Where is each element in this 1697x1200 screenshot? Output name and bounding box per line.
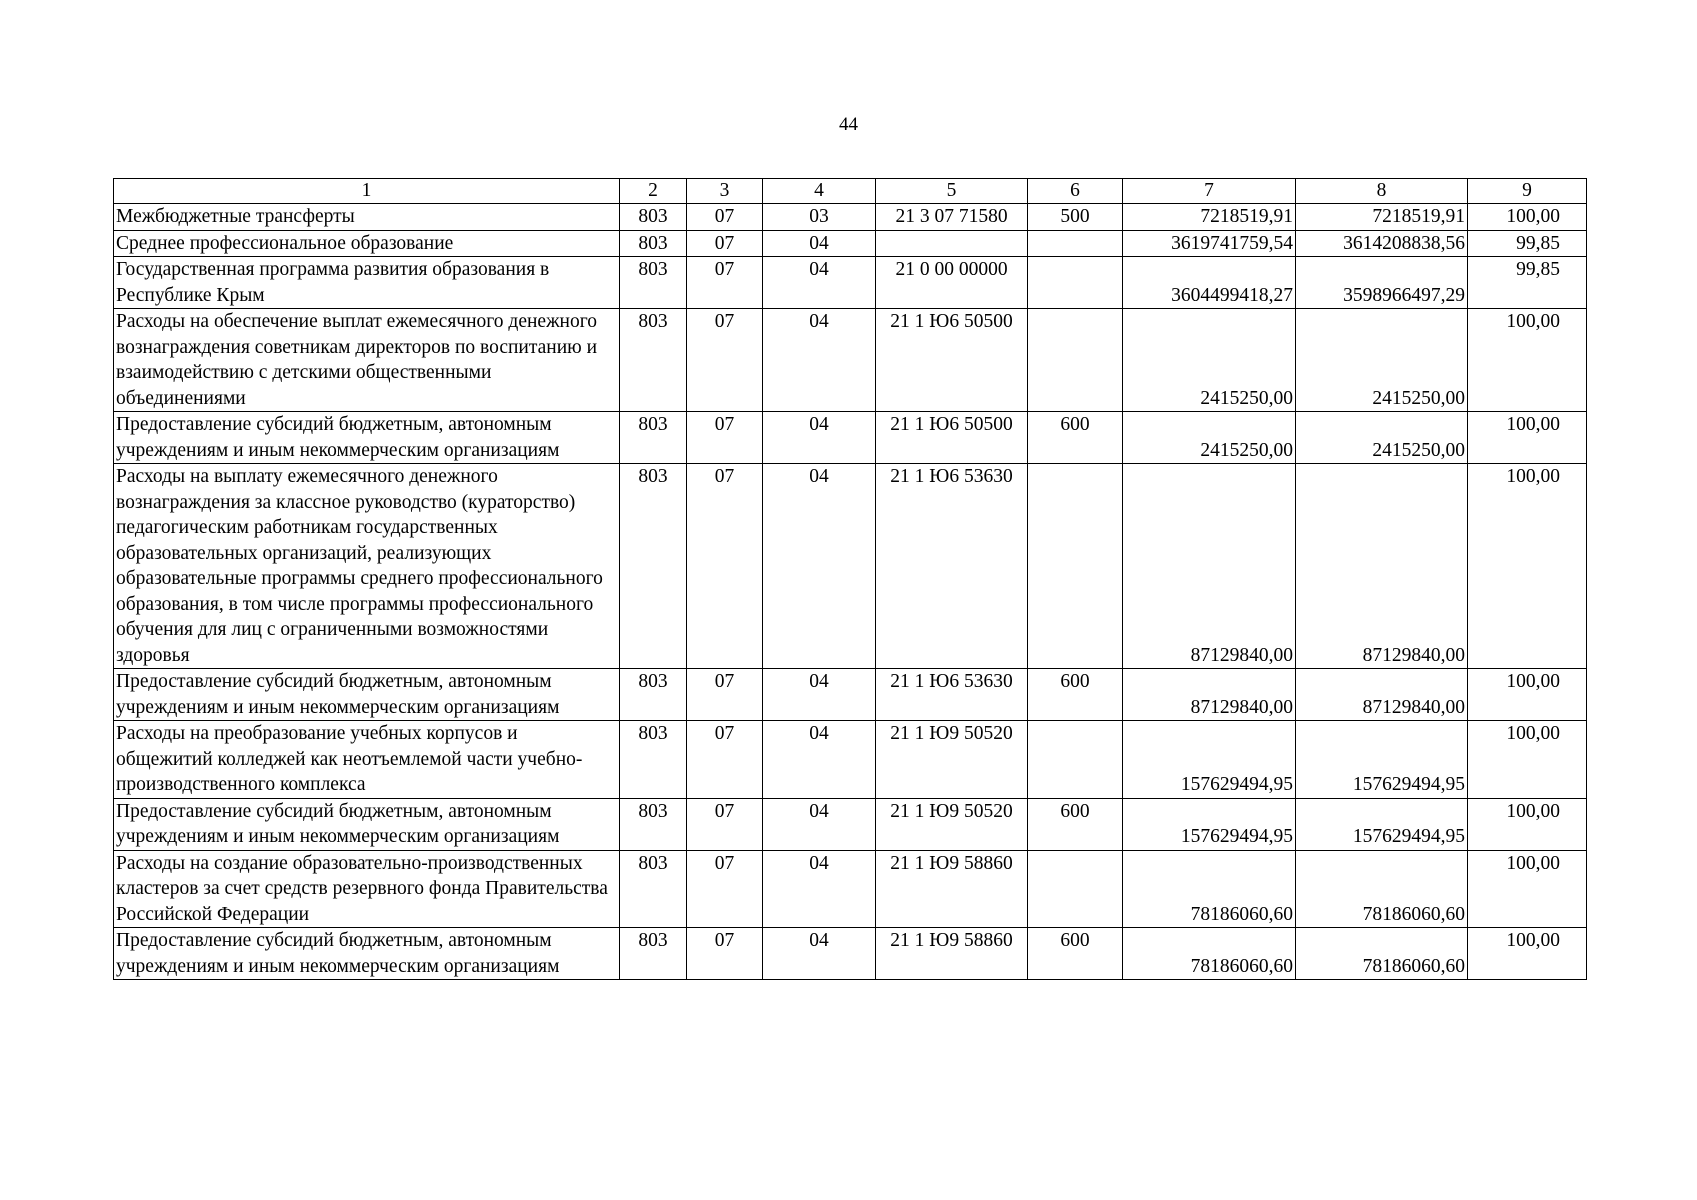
executed-amount-cell: 157629494,95: [1296, 721, 1468, 799]
planned-amount-cell: 2415250,00: [1123, 412, 1296, 464]
section-code-cell: 07: [687, 850, 763, 928]
expense-type-cell: 600: [1028, 798, 1123, 850]
planned-amount-cell: 157629494,95: [1123, 798, 1296, 850]
execution-percent-cell: 99,85: [1468, 257, 1587, 309]
target-article-cell: 21 0 00 00000: [876, 257, 1028, 309]
planned-amount-cell: 3619741759,54: [1123, 230, 1296, 257]
executed-amount-cell: 3614208838,56: [1296, 230, 1468, 257]
ministry-code-cell: 803: [620, 230, 687, 257]
expense-name-cell: Среднее профессиональное образование: [114, 230, 620, 257]
execution-percent-cell: 100,00: [1468, 464, 1587, 669]
header-cell: 6: [1028, 179, 1123, 204]
executed-amount-cell: 87129840,00: [1296, 464, 1468, 669]
expense-name-cell: Предоставление субсидий бюджетным, автономным учреждениям и иным некоммерческим организациям: [114, 412, 620, 464]
expense-type-cell: [1028, 257, 1123, 309]
table-row: [114, 309, 1587, 412]
expense-type-cell: 500: [1028, 204, 1123, 231]
execution-percent-cell: 100,00: [1468, 412, 1587, 464]
target-article-cell: [876, 230, 1028, 257]
ministry-code-cell: 803: [620, 309, 687, 412]
executed-amount-cell: 78186060,60: [1296, 850, 1468, 928]
subsection-code-cell: 04: [763, 669, 876, 721]
execution-percent-cell: 100,00: [1468, 309, 1587, 412]
planned-amount-cell: 7218519,91: [1123, 204, 1296, 231]
section-code-cell: 07: [687, 721, 763, 799]
budget-table: [113, 178, 1587, 980]
table-row: [114, 204, 1587, 231]
ministry-code-cell: 803: [620, 257, 687, 309]
table-row: [114, 257, 1587, 309]
section-code-cell: 07: [687, 798, 763, 850]
executed-amount-cell: 3598966497,29: [1296, 257, 1468, 309]
table-row: [114, 850, 1587, 928]
expense-type-cell: [1028, 309, 1123, 412]
header-cell: 9: [1468, 179, 1587, 204]
table-row: [114, 412, 1587, 464]
planned-amount-cell: 2415250,00: [1123, 309, 1296, 412]
subsection-code-cell: 04: [763, 798, 876, 850]
ministry-code-cell: 803: [620, 464, 687, 669]
table-row: [114, 230, 1587, 257]
target-article-cell: 21 1 Ю6 50500: [876, 309, 1028, 412]
execution-percent-cell: 100,00: [1468, 204, 1587, 231]
executed-amount-cell: 157629494,95: [1296, 798, 1468, 850]
section-code-cell: 07: [687, 309, 763, 412]
planned-amount-cell: 78186060,60: [1123, 850, 1296, 928]
expense-name-cell: Государственная программа развития образования в Республике Крым: [114, 257, 620, 309]
header-cell: 8: [1296, 179, 1468, 204]
expense-name-cell: Межбюджетные трансферты: [114, 204, 620, 231]
execution-percent-cell: 100,00: [1468, 928, 1587, 980]
planned-amount-cell: 78186060,60: [1123, 928, 1296, 980]
expense-type-cell: 600: [1028, 928, 1123, 980]
header-cell: 1: [114, 179, 620, 204]
executed-amount-cell: 2415250,00: [1296, 309, 1468, 412]
target-article-cell: 21 1 Ю6 50500: [876, 412, 1028, 464]
section-code-cell: 07: [687, 928, 763, 980]
table-row: [114, 464, 1587, 669]
target-article-cell: 21 1 Ю6 53630: [876, 464, 1028, 669]
section-code-cell: 07: [687, 257, 763, 309]
ministry-code-cell: 803: [620, 721, 687, 799]
execution-percent-cell: 100,00: [1468, 721, 1587, 799]
subsection-code-cell: 04: [763, 721, 876, 799]
target-article-cell: 21 1 Ю9 50520: [876, 721, 1028, 799]
ministry-code-cell: 803: [620, 204, 687, 231]
planned-amount-cell: 87129840,00: [1123, 669, 1296, 721]
section-code-cell: 07: [687, 230, 763, 257]
expense-name-cell: Предоставление субсидий бюджетным, автономным учреждениям и иным некоммерческим организациям: [114, 669, 620, 721]
subsection-code-cell: 04: [763, 230, 876, 257]
section-code-cell: 07: [687, 412, 763, 464]
ministry-code-cell: 803: [620, 412, 687, 464]
subsection-code-cell: 03: [763, 204, 876, 231]
ministry-code-cell: 803: [620, 850, 687, 928]
target-article-cell: 21 3 07 71580: [876, 204, 1028, 231]
planned-amount-cell: 157629494,95: [1123, 721, 1296, 799]
executed-amount-cell: 7218519,91: [1296, 204, 1468, 231]
target-article-cell: 21 1 Ю9 58860: [876, 928, 1028, 980]
expense-type-cell: 600: [1028, 412, 1123, 464]
ministry-code-cell: 803: [620, 669, 687, 721]
header-cell: 2: [620, 179, 687, 204]
execution-percent-cell: 99,85: [1468, 230, 1587, 257]
section-code-cell: 07: [687, 464, 763, 669]
header-row: [114, 179, 1587, 204]
section-code-cell: 07: [687, 669, 763, 721]
target-article-cell: 21 1 Ю9 50520: [876, 798, 1028, 850]
target-article-cell: 21 1 Ю6 53630: [876, 669, 1028, 721]
expense-type-cell: [1028, 721, 1123, 799]
subsection-code-cell: 04: [763, 412, 876, 464]
execution-percent-cell: 100,00: [1468, 850, 1587, 928]
page-number: 44: [839, 114, 858, 135]
expense-type-cell: 600: [1028, 669, 1123, 721]
subsection-code-cell: 04: [763, 257, 876, 309]
expense-name-cell: Расходы на выплату ежемесячного денежного вознаграждения за классное руководство (кураторство) педагогическим работникам государственных образовательных организаций, реализующих образовательные программы среднего профессионального образования, в том числе программы профессионального обучения для лиц с ограниченными возможностями здоровья: [114, 464, 620, 669]
ministry-code-cell: 803: [620, 928, 687, 980]
subsection-code-cell: 04: [763, 309, 876, 412]
expense-type-cell: [1028, 464, 1123, 669]
expense-name-cell: Предоставление субсидий бюджетным, автономным учреждениям и иным некоммерческим организациям: [114, 928, 620, 980]
planned-amount-cell: 87129840,00: [1123, 464, 1296, 669]
table-row: [114, 669, 1587, 721]
execution-percent-cell: 100,00: [1468, 669, 1587, 721]
table-row: [114, 798, 1587, 850]
ministry-code-cell: 803: [620, 798, 687, 850]
executed-amount-cell: 78186060,60: [1296, 928, 1468, 980]
subsection-code-cell: 04: [763, 928, 876, 980]
expense-name-cell: Расходы на преобразование учебных корпусов и общежитий колледжей как неотъемлемой части учебно-производственного комплекса: [114, 721, 620, 799]
header-cell: 4: [763, 179, 876, 204]
target-article-cell: 21 1 Ю9 58860: [876, 850, 1028, 928]
header-cell: 7: [1123, 179, 1296, 204]
executed-amount-cell: 87129840,00: [1296, 669, 1468, 721]
table-body: [114, 179, 1587, 980]
subsection-code-cell: 04: [763, 464, 876, 669]
execution-percent-cell: 100,00: [1468, 798, 1587, 850]
expense-name-cell: Расходы на обеспечение выплат ежемесячного денежного вознаграждения советникам директоров по воспитанию и взаимодействию с детскими общественными объединениями: [114, 309, 620, 412]
expense-name-cell: Расходы на создание образовательно-производственных кластеров за счет средств резервного фонда Правительства Российской Федерации: [114, 850, 620, 928]
section-code-cell: 07: [687, 204, 763, 231]
table-row: [114, 928, 1587, 980]
subsection-code-cell: 04: [763, 850, 876, 928]
executed-amount-cell: 2415250,00: [1296, 412, 1468, 464]
expense-type-cell: [1028, 230, 1123, 257]
planned-amount-cell: 3604499418,27: [1123, 257, 1296, 309]
expense-type-cell: [1028, 850, 1123, 928]
header-cell: 3: [687, 179, 763, 204]
header-cell: 5: [876, 179, 1028, 204]
table-row: [114, 721, 1587, 799]
expense-name-cell: Предоставление субсидий бюджетным, автономным учреждениям и иным некоммерческим организациям: [114, 798, 620, 850]
